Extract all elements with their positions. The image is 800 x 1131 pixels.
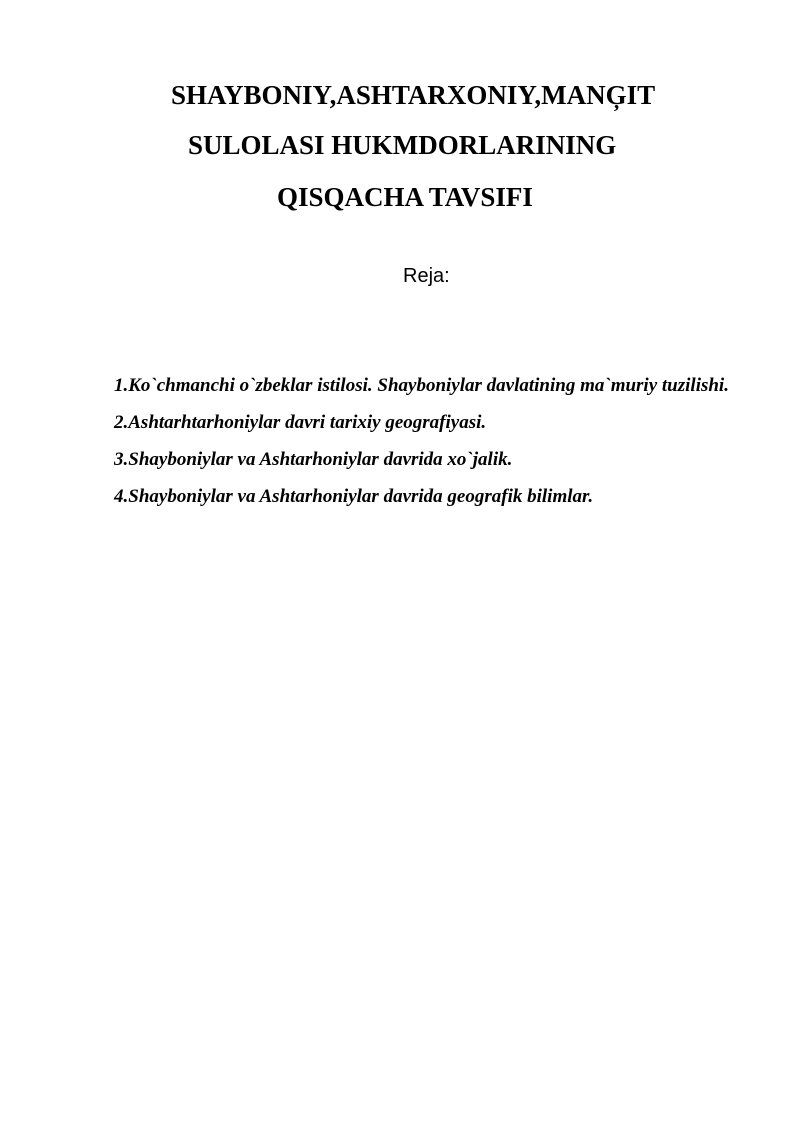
plan-item-4: 4.Shayboniylar va Ashtarhoniylar davrida geografik bilimlar. <box>114 486 594 507</box>
plan-list <box>114 367 754 515</box>
plan-heading: Reja: <box>403 265 450 287</box>
plan-item-3: 3.Shayboniylar va Ashtarhoniylar davrida xo`jalik. <box>114 449 513 470</box>
document-title-line-2: SULOLASI HUKMDORLARINING <box>188 130 617 160</box>
document-title-line-3: QISQACHA TAVSIFI <box>277 182 533 212</box>
plan-item-2: 2.Ashtarhtarhoniylar davri tarixiy geografiyasi. <box>114 412 487 433</box>
document-title-line-1: SHAYBONIY,ASHTARXONIY,MANĢIT <box>171 80 656 110</box>
plan-item-1: 1.Ko`chmanchi o`zbeklar istilosi. Shayboniylar davlatining ma`muriy tuzilishi. <box>114 375 729 396</box>
